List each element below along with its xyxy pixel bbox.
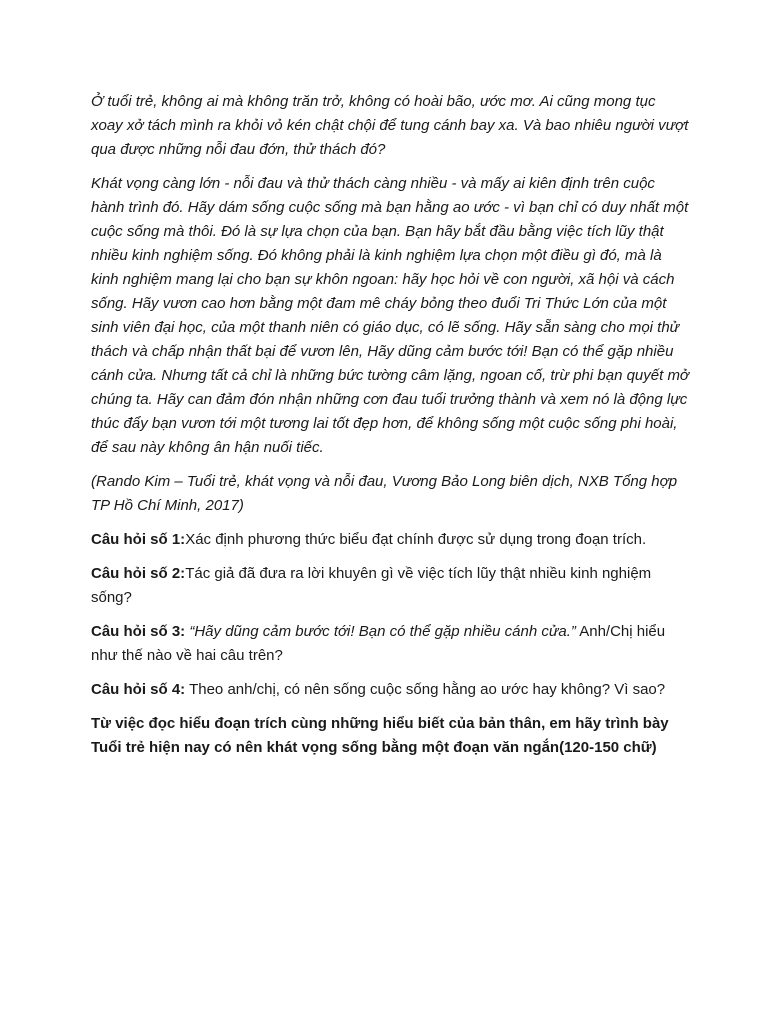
question-3-label: Câu hỏi số 3: (91, 623, 186, 640)
question-2-label: Câu hỏi số 2: (91, 565, 186, 582)
question-4-text: Theo anh/chị, có nên sống cuộc sống hằng ao ước hay không? Vì sao? (185, 681, 666, 698)
body-paragraph: Khát vọng càng lớn - nỗi đau và thử thách càng nhiều - và mấy ai kiên định trên cuộc hành trình đó. Hãy dám sống cuộc sống mà bạn hằng ao ước - vì bạn chỉ có duy nhất một cuộc sống mà thôi. Đó là sự lựa chọn của bạn. Bạn hãy bắt đầu bằng việc tích lũy thật nhiều kinh nghiệm sống. Đó không phải là kinh nghiệm lựa chọn một điều gì đó, mà là kinh nghiệm mang lại cho bạn sự khôn ngoan: hãy học hỏi về con người, xã hội và cách sống. Hãy vươn cao hơn bằng một đam mê cháy bỏng theo đuổi Tri Thức Lớn của một sinh viên đại học, của một thanh niên có giáo dục, có lẽ sống. Hãy sẵn sàng cho mọi thử thách và chấp nhận thất bại để vươn lên, Hãy dũng cảm bước tới! Bạn có thể gặp nhiều cánh cửa. Nhưng tất cả chỉ là những bức tường câm lặng, ngoan cố, trừ phi bạn quyết mở chúng ta. Hãy can đảm đón nhận những cơn đau tuổi trưởng thành và xem nó là động lực thúc đẩy bạn vươn tới một tương lai tốt đẹp hơn, để không sống một cuộc sống phi hoài, để sau này không ân hận nuối tiếc. (91, 175, 690, 456)
question-3 (91, 620, 691, 668)
question-3-text: Anh/Chị hiểu như thế nào về hai câu trên? (91, 623, 666, 664)
question-1 (91, 528, 691, 552)
question-2 (91, 562, 691, 610)
question-4-label: Câu hỏi số 4: (91, 681, 186, 698)
document-page (91, 90, 691, 760)
intro-paragraph: Ở tuổi trẻ, không ai mà không trăn trở, không có hoài bão, ước mơ. Ai cũng mong tục xoay xở tách mình ra khỏi vỏ kén chật chội để tung cánh bay xa. Và bao nhiêu người vượt qua được những nỗi đau đớn, thử thách đó? (91, 93, 689, 158)
question-2-text: Tác giả đã đưa ra lời khuyên gì về việc tích lũy thật nhiều kinh nghiệm sống? (91, 565, 652, 606)
writing-task: Từ việc đọc hiểu đoạn trích cùng những hiểu biết của bản thân, em hãy trình bày Tuổi trẻ hiện nay có nên khát vọng sống bằng một đoạn văn ngắn(120-150 chữ) (91, 715, 669, 756)
question-1-label: Câu hỏi số 1: (91, 531, 186, 548)
question-1-text: Xác định phương thức biểu đạt chính được sử dụng trong đoạn trích. (185, 531, 647, 548)
question-3-quote: “Hãy dũng cảm bước tới! Bạn có thể gặp nhiều cánh cửa.” (189, 623, 576, 640)
citation: (Rando Kim – Tuổi trẻ, khát vọng và nỗi đau, Vương Bảo Long biên dịch, NXB Tổng hợp TP Hồ Chí Minh, 2017) (91, 473, 678, 514)
question-4 (91, 678, 691, 702)
